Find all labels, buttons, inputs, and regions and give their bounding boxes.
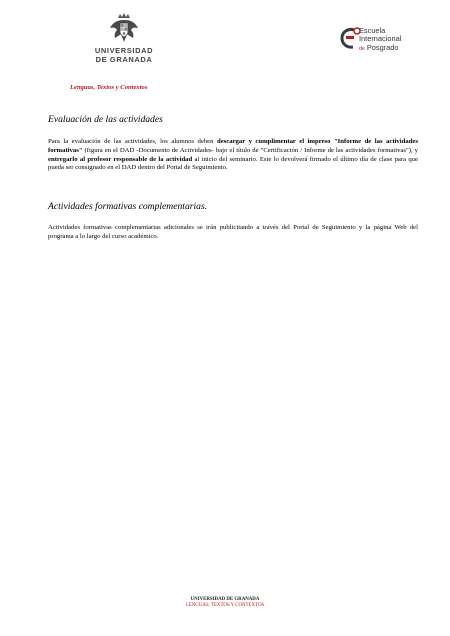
university-name-line1: UNIVERSIDAD [94,46,154,55]
footer-university: UNIVERSIDAD DE GRANADA [190,597,260,602]
section-heading-evaluation: Evaluación de las actividades [48,114,163,125]
school-name-line3-word: Posgrado [366,42,399,52]
university-logo [88,12,160,80]
paragraph-run-bold: descargar y cumplimentar el impreso "Informe de las actividades formativas" [48,138,418,154]
school-name-line2: Internacional [359,34,402,44]
paragraph-run-bold: entregarlo al profesor responsable de la actividad [48,155,193,163]
school-name-line3 [359,44,401,53]
section-paragraph-complementary: Actividades formativas complementarias adicionales se irán publicitando a través del Portal de Seguimiento y la página Web del programa a lo largo del curso académico. [48,224,418,240]
school-name-prefix: de [359,45,365,52]
paragraph-run: Para la evaluación de las actividades, los alumnos deben [48,138,217,145]
school-name-line1: Escuela [359,26,386,35]
paragraph-run: al inicio del seminario. Este lo devolverá firmado el último día de clase para que pueda ser consignado en el DAD dentro del Portal de Seguimiento. [48,155,418,172]
program-name: Lenguas, Textos y Contextos [70,84,148,91]
university-crest-icon [108,12,140,44]
footer-program: LENGUAS, TEXTOS Y CONTEXTOS [185,603,265,608]
school-logo [340,26,430,66]
paragraph-run: (figura en el DAD -Documento de Actividades- bajo el título de "Certificación / Informe de las actividades formativas"), y [82,146,418,154]
section-paragraph-evaluation [48,138,418,173]
university-name-line2: DE GRANADA [95,55,153,64]
section-heading-complementary: Actividades formativas complementarias. [48,201,208,212]
school-name [359,27,401,53]
